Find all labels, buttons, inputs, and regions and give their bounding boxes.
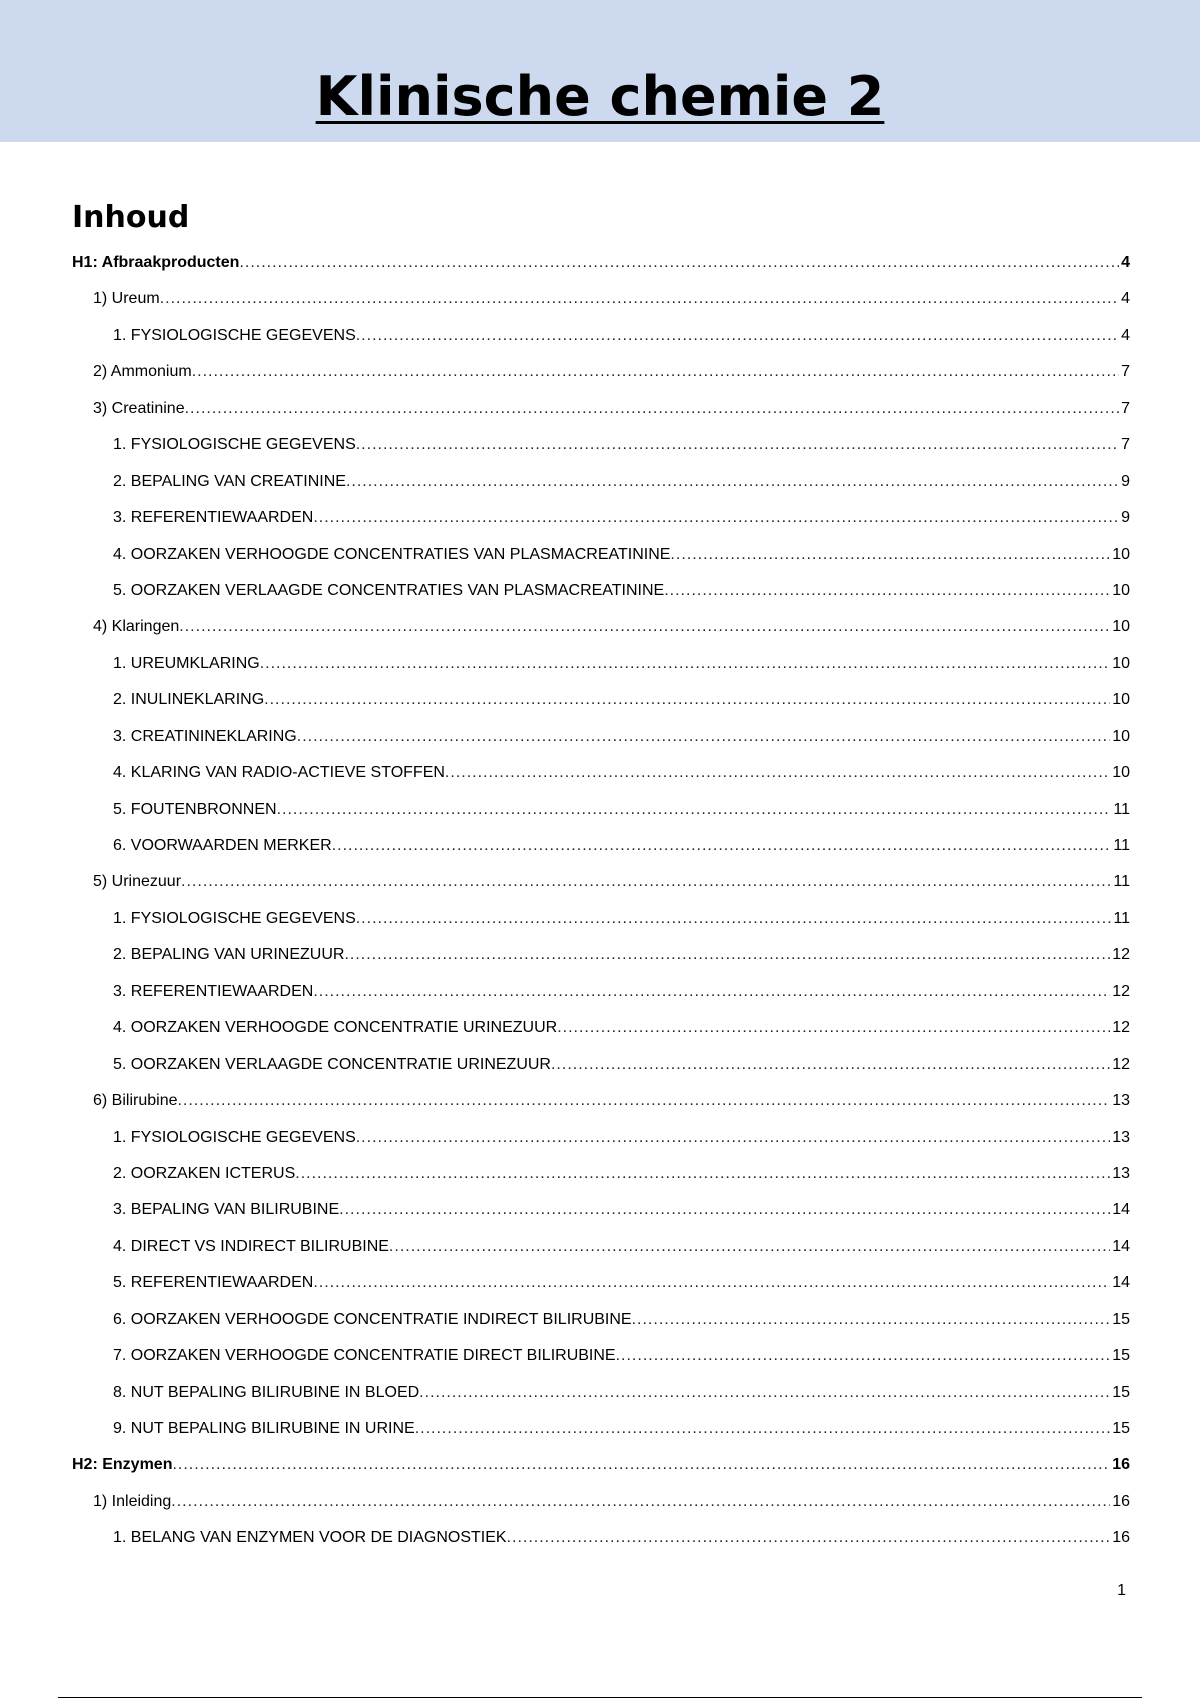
toc-dot-leader xyxy=(264,691,1110,709)
toc-entry-label: 6) Bilirubine xyxy=(93,1092,178,1110)
toc-entry[interactable] xyxy=(72,582,1130,618)
toc-dot-leader xyxy=(181,873,1111,891)
toc-entry-page: 14 xyxy=(1112,1237,1130,1255)
toc-entry[interactable] xyxy=(72,837,1130,873)
toc-entry[interactable] xyxy=(72,1274,1130,1310)
toc-entry-label: 3. CREATININEKLARING xyxy=(113,727,297,745)
toc-entry-page: 13 xyxy=(1112,1128,1130,1146)
toc-dot-leader xyxy=(557,1019,1110,1037)
document-title: Klinische chemie 2 xyxy=(315,65,885,128)
toc-dot-leader xyxy=(356,910,1112,928)
toc-dot-leader xyxy=(160,290,1119,308)
toc-entry-label: 4. DIRECT VS INDIRECT BILIRUBINE xyxy=(113,1237,389,1255)
toc-entry-label: 2. INULINEKLARING xyxy=(113,691,265,709)
toc-entry-page: 12 xyxy=(1112,1019,1130,1037)
toc-dot-leader xyxy=(356,1129,1110,1147)
toc-dot-leader xyxy=(445,764,1110,782)
toc-dot-leader xyxy=(313,983,1110,1001)
toc-dot-leader xyxy=(277,801,1112,819)
toc-entry[interactable] xyxy=(72,764,1130,800)
toc-entry-page: 13 xyxy=(1112,1092,1130,1110)
toc-entry[interactable] xyxy=(72,946,1130,982)
toc-dot-leader xyxy=(313,509,1119,527)
toc-entry[interactable] xyxy=(72,546,1130,582)
toc-entry-label: 3. REFERENTIEWAARDEN xyxy=(113,509,314,527)
toc-entry-page: 15 xyxy=(1112,1310,1130,1328)
toc-dot-leader xyxy=(192,363,1119,381)
toc-dot-leader xyxy=(507,1529,1111,1547)
toc-entry-label: H2: Enzymen xyxy=(72,1456,173,1474)
toc-entry[interactable] xyxy=(72,400,1130,436)
toc-dot-leader xyxy=(172,1456,1110,1474)
toc-entry-label: 3. BEPALING VAN BILIRUBINE xyxy=(113,1201,340,1219)
toc-entry-page: 11 xyxy=(1113,909,1130,927)
toc-entry-page: 9 xyxy=(1121,509,1130,527)
toc-entry[interactable] xyxy=(72,1456,1130,1492)
toc-entry-page: 10 xyxy=(1112,764,1130,782)
toc-entry[interactable] xyxy=(72,910,1130,946)
toc-entry-page: 9 xyxy=(1121,472,1130,490)
toc-dot-leader xyxy=(295,1165,1110,1183)
toc-entry-label: 6. VOORWAARDEN MERKER xyxy=(113,837,332,854)
toc-entry[interactable] xyxy=(72,1311,1130,1347)
toc-entry-page: 12 xyxy=(1112,982,1130,1000)
toc-entry-label: 1. FYSIOLOGISCHE GEGEVENS xyxy=(113,436,356,454)
toc-entry-page: 7 xyxy=(1121,363,1130,381)
toc-entry[interactable] xyxy=(72,1056,1130,1092)
toc-dot-leader xyxy=(344,946,1110,964)
toc-dot-leader xyxy=(239,254,1119,272)
toc-entry-page: 4 xyxy=(1121,254,1130,271)
toc-dot-leader xyxy=(419,1384,1110,1402)
toc-entry-label: 1. FYSIOLOGISCHE GEGEVENS xyxy=(113,326,356,344)
toc-entry-page: 10 xyxy=(1112,618,1130,636)
toc-entry-page: 13 xyxy=(1112,1164,1130,1182)
toc-dot-leader xyxy=(297,728,1110,746)
toc-dot-leader xyxy=(670,546,1110,564)
toc-entry-label: 2) Ammonium xyxy=(93,363,192,381)
toc-entry-page: 14 xyxy=(1112,1201,1130,1219)
toc-dot-leader xyxy=(177,1092,1110,1110)
toc-entry-label: 4. OORZAKEN VERHOOGDE CONCENTRATIES VAN PLASMACREATININE xyxy=(113,545,671,563)
page-number: 1 xyxy=(1117,1582,1126,1599)
toc-entry[interactable] xyxy=(72,691,1130,727)
toc-dot-leader xyxy=(551,1056,1110,1074)
toc-dot-leader xyxy=(632,1311,1111,1329)
toc-entry[interactable] xyxy=(72,1201,1130,1237)
toc-entry-label: H1: Afbraakproducten xyxy=(72,254,240,271)
toc-entry[interactable] xyxy=(72,509,1130,545)
toc-entry-label: 9. NUT BEPALING BILIRUBINE IN URINE xyxy=(113,1420,415,1437)
toc-entry[interactable] xyxy=(72,436,1130,472)
toc-dot-leader xyxy=(415,1420,1111,1438)
toc-entry-label: 2. OORZAKEN ICTERUS xyxy=(113,1164,296,1182)
toc-entry-page: 4 xyxy=(1121,290,1130,308)
footer-divider xyxy=(58,1697,1142,1698)
toc-entry-page: 15 xyxy=(1112,1420,1130,1437)
toc-entry-label: 3) Creatinine xyxy=(93,399,185,417)
toc-dot-leader xyxy=(171,1493,1110,1511)
toc-entry-label: 1. BELANG VAN ENZYMEN VOOR DE DIAGNOSTIEK xyxy=(113,1529,507,1547)
toc-entry[interactable] xyxy=(72,1384,1130,1420)
toc-entry[interactable] xyxy=(72,728,1130,764)
toc-entry[interactable] xyxy=(72,1238,1130,1274)
toc-entry-label: 2. BEPALING VAN URINEZUUR xyxy=(113,946,345,964)
toc-entry-page: 12 xyxy=(1112,946,1130,964)
toc-entry-page: 10 xyxy=(1112,545,1130,563)
toc-entry-label: 4. OORZAKEN VERHOOGDE CONCENTRATIE URINEZUUR xyxy=(113,1019,558,1037)
toc-entry-page: 7 xyxy=(1121,436,1130,454)
toc-entry-label: 5) Urinezuur xyxy=(93,873,182,891)
toc-entry[interactable] xyxy=(72,1529,1130,1565)
toc-dot-leader xyxy=(313,1274,1110,1292)
toc-entry[interactable] xyxy=(72,1420,1130,1456)
toc-entry-label: 5. OORZAKEN VERLAAGDE CONCENTRATIES VAN PLASMACREATININE xyxy=(113,581,665,599)
toc-dot-leader xyxy=(260,655,1111,673)
toc-entry-label: 6. OORZAKEN VERHOOGDE CONCENTRATIE INDIRECT BILIRUBINE xyxy=(113,1310,632,1328)
toc-entry[interactable] xyxy=(72,655,1130,691)
toc-entry-page: 15 xyxy=(1112,1383,1130,1401)
toc-dot-leader xyxy=(616,1347,1111,1365)
toc-entry-page: 11 xyxy=(1113,873,1130,891)
toc-dot-leader xyxy=(179,618,1110,636)
toc-entry-page: 15 xyxy=(1112,1347,1130,1365)
toc-entry-label: 1. FYSIOLOGISCHE GEGEVENS xyxy=(113,1128,356,1146)
toc-entry-label: 3. REFERENTIEWAARDEN xyxy=(113,982,314,1000)
toc-entry[interactable] xyxy=(72,873,1130,909)
toc-entry-label: 2. BEPALING VAN CREATININE xyxy=(113,472,346,490)
toc-heading: Inhoud xyxy=(72,200,190,235)
toc-entry[interactable] xyxy=(72,1019,1130,1055)
toc-entry[interactable] xyxy=(72,1347,1130,1383)
toc-entry-page: 10 xyxy=(1112,654,1130,672)
toc-entry-label: 1) Ureum xyxy=(93,290,160,308)
toc-entry-page: 12 xyxy=(1112,1055,1130,1073)
toc-entry-page: 10 xyxy=(1112,691,1130,709)
toc-dot-leader xyxy=(356,327,1119,345)
toc-entry[interactable] xyxy=(72,254,1130,290)
toc-entry-label: 8. NUT BEPALING BILIRUBINE IN BLOED xyxy=(113,1383,420,1401)
table-of-contents xyxy=(72,254,1130,1566)
toc-entry-page: 11 xyxy=(1113,837,1130,854)
toc-entry-label: 5. REFERENTIEWAARDEN xyxy=(113,1274,314,1292)
toc-dot-leader xyxy=(185,400,1119,418)
toc-entry[interactable] xyxy=(72,1493,1130,1529)
toc-entry-page: 16 xyxy=(1112,1492,1130,1510)
toc-entry-page: 16 xyxy=(1112,1529,1130,1547)
toc-entry-page: 16 xyxy=(1112,1456,1130,1474)
toc-dot-leader xyxy=(339,1201,1110,1219)
toc-entry[interactable] xyxy=(72,618,1130,654)
toc-entry[interactable] xyxy=(72,327,1130,363)
toc-entry-label: 1. FYSIOLOGISCHE GEGEVENS xyxy=(113,909,356,927)
toc-dot-leader xyxy=(332,837,1112,855)
toc-dot-leader xyxy=(664,582,1110,600)
toc-entry-label: 5. FOUTENBRONNEN xyxy=(113,800,277,818)
toc-entry[interactable] xyxy=(72,1129,1130,1165)
toc-entry-label: 4) Klaringen xyxy=(93,618,180,636)
toc-entry-page: 4 xyxy=(1121,326,1130,344)
toc-dot-leader xyxy=(356,436,1119,454)
toc-entry-label: 4. KLARING VAN RADIO-ACTIEVE STOFFEN xyxy=(113,764,445,782)
toc-entry-label: 5. OORZAKEN VERLAAGDE CONCENTRATIE URINEZUUR xyxy=(113,1055,551,1073)
toc-entry-page: 10 xyxy=(1112,727,1130,745)
toc-entry-label: 1) Inleiding xyxy=(93,1492,172,1510)
toc-entry-page: 14 xyxy=(1112,1274,1130,1292)
toc-entry-page: 7 xyxy=(1121,399,1130,417)
toc-entry[interactable] xyxy=(72,1165,1130,1201)
toc-entry[interactable] xyxy=(72,983,1130,1019)
toc-dot-leader xyxy=(346,473,1119,491)
toc-entry[interactable] xyxy=(72,290,1130,326)
toc-entry[interactable] xyxy=(72,1092,1130,1128)
toc-entry[interactable] xyxy=(72,801,1130,837)
toc-entry[interactable] xyxy=(72,473,1130,509)
toc-entry-page: 10 xyxy=(1112,581,1130,599)
toc-entry-page: 11 xyxy=(1113,800,1130,818)
toc-dot-leader xyxy=(389,1238,1110,1256)
toc-entry-label: 1. UREUMKLARING xyxy=(113,654,260,672)
toc-entry[interactable] xyxy=(72,363,1130,399)
toc-entry-label: 7. OORZAKEN VERHOOGDE CONCENTRATIE DIRECT BILIRUBINE xyxy=(113,1347,616,1365)
